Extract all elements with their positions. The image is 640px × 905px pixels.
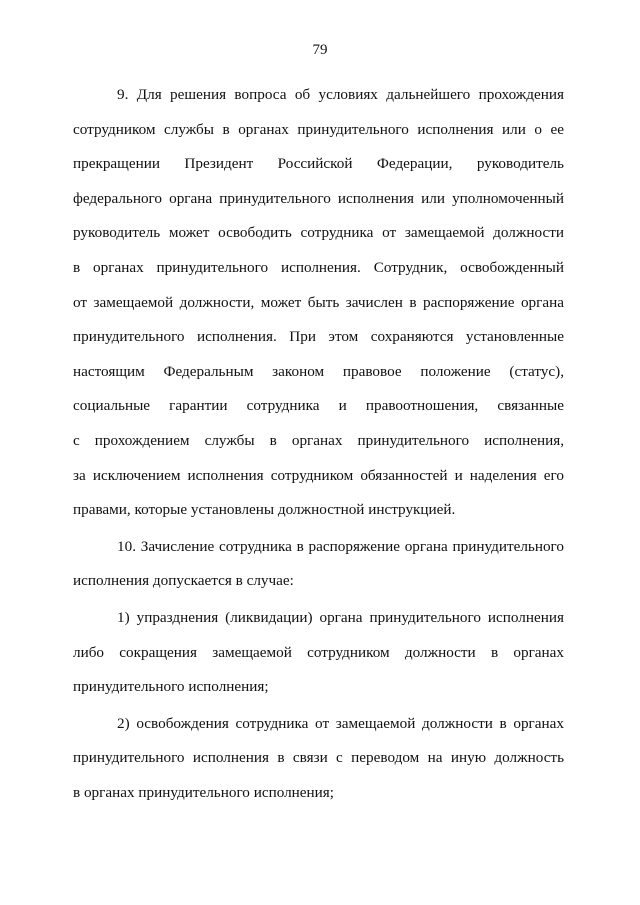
text-line: за исключением исполнения сотрудником обязанностей и наделения его — [73, 466, 564, 484]
text-line: принудительного исполнения. При этом сохраняются установленные — [73, 328, 564, 346]
text-line: федерального органа принудительного исполнения или уполномоченный — [73, 189, 564, 207]
text-line: социальные гарантии сотрудника и правоотношения, связанные — [73, 397, 564, 415]
text-line: 9. Для решения вопроса об условиях дальнейшего прохождения — [117, 86, 564, 103]
text-line: в органах принудительного исполнения; — [73, 783, 334, 801]
text-line: от замещаемой должности, может быть зачислен в распоряжение органа — [73, 293, 564, 311]
text-line: в органах принудительного исполнения. Сотрудник, освобожденный — [73, 258, 564, 276]
paragraph-10-item-2 — [73, 707, 564, 811]
paragraph-10-item-1 — [73, 601, 564, 705]
page-number: 79 — [312, 42, 328, 58]
text-line: исполнения допускается в случае: — [73, 572, 294, 590]
text-line: принудительного исполнения в связи с переводом на иную должность — [73, 749, 564, 767]
text-line: прекращении Президент Российской Федерации, руководитель — [73, 155, 564, 173]
text-line: правами, которые установлены должностной инструкцией. — [73, 501, 456, 519]
text-line: 10. Зачисление сотрудника в распоряжение органа принудительного — [117, 537, 564, 555]
text-line: руководитель может освободить сотрудника от замещаемой должности — [73, 224, 564, 242]
text-line: с прохождением службы в органах принудительного исполнения, — [73, 431, 564, 449]
paragraph-9 — [73, 78, 564, 528]
paragraph-10 — [73, 530, 564, 599]
text-line: либо сокращения замещаемой сотрудником должности в органах — [73, 643, 564, 661]
text-line: 1) упразднения (ликвидации) органа принудительного исполнения — [117, 608, 564, 626]
text-line: 2) освобождения сотрудника от замещаемой должности в органах — [117, 714, 564, 732]
text-line: сотрудником службы в органах принудительного исполнения или о ее — [73, 120, 564, 138]
text-line: настоящим Федеральным законом правовое положение (статус), — [73, 362, 564, 380]
text-line: принудительного исполнения; — [73, 678, 269, 696]
document-body — [73, 78, 564, 810]
